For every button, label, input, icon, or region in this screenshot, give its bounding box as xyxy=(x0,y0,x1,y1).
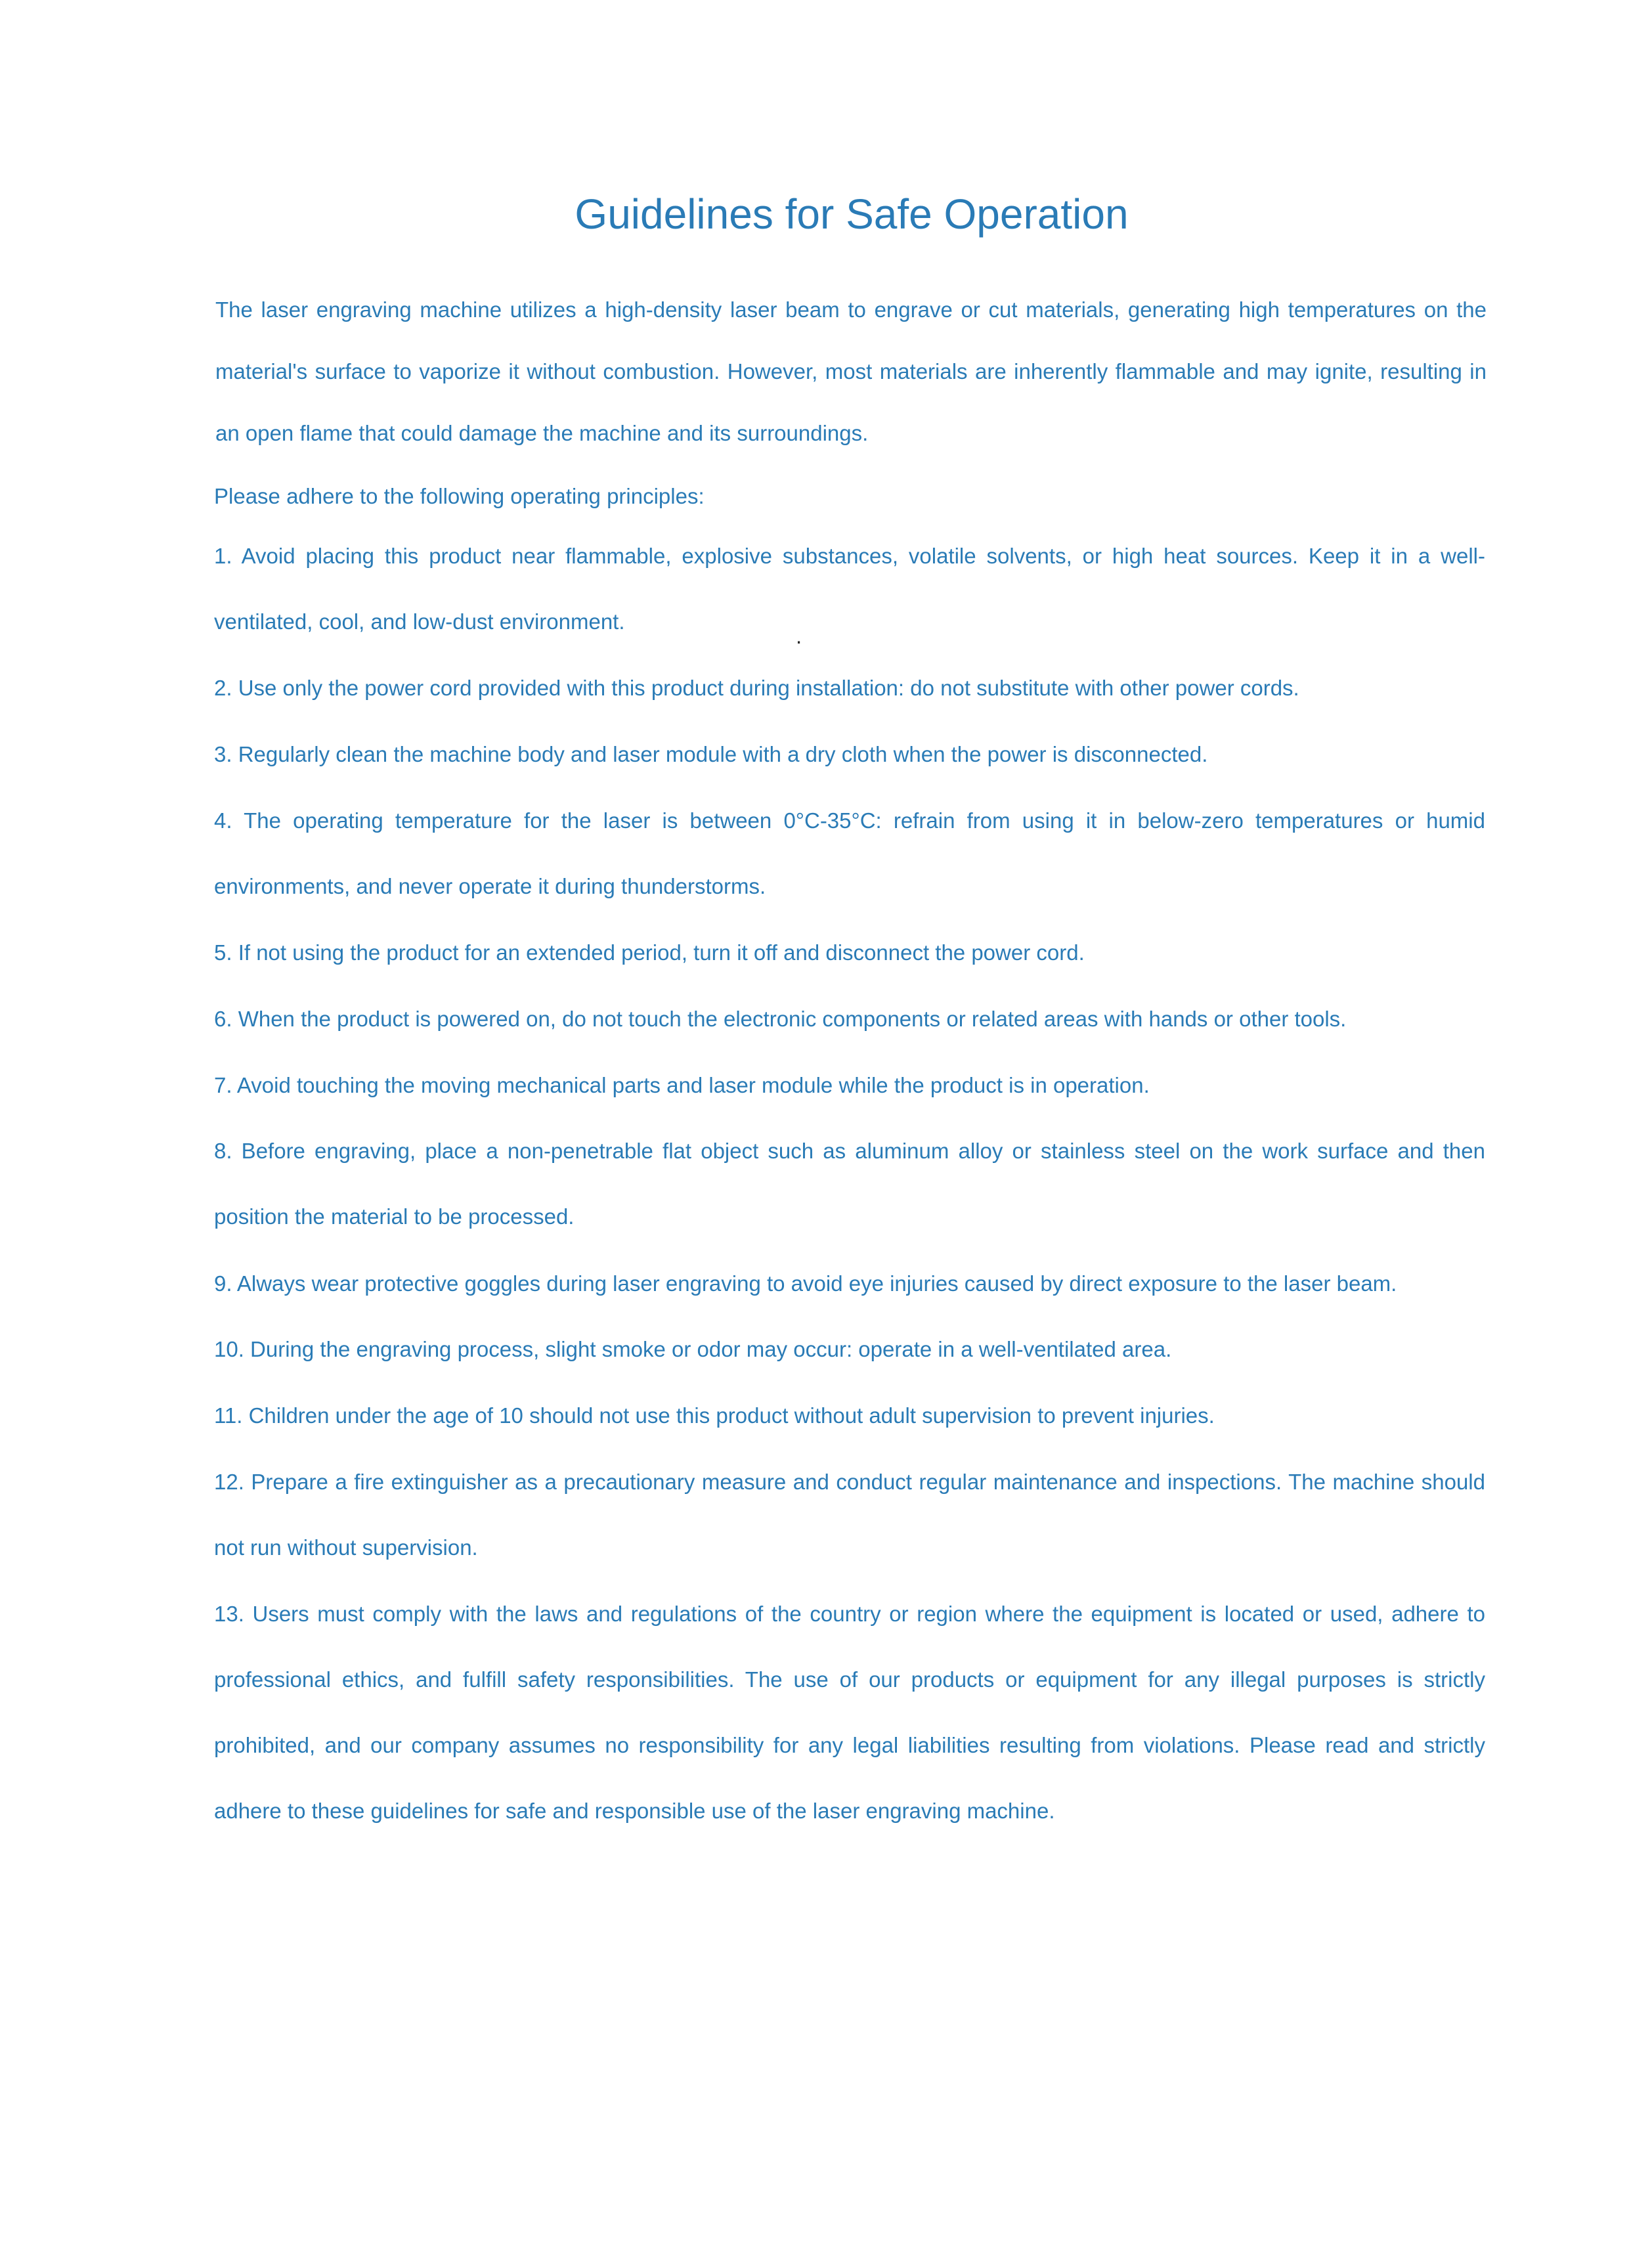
rule-item: 2. Use only the power cord provided with this product during installation: do not substitute with other power cords. xyxy=(214,676,1299,700)
rule-item: 11. Children under the age of 10 should not use this product without adult supervision to prevent injuries. xyxy=(214,1403,1215,1428)
rule-item: 6. When the product is powered on, do not touch the electronic components or related areas with hands or other tools. xyxy=(214,1007,1347,1031)
rule-item: 3. Regularly clean the machine body and laser module with a dry cloth when the power is disconnected. xyxy=(214,742,1208,766)
rule-item: 8. Before engraving, place a non-penetrable flat object such as aluminum alloy or stainless steel on the work surface and then position the material to be processed. xyxy=(214,1139,1485,1229)
stray-period-mark: . xyxy=(796,624,802,648)
principles-lead: Please adhere to the following operating principles: xyxy=(214,484,705,508)
rule-item: 10. During the engraving process, slight smoke or odor may occur: operate in a well-ventilated area. xyxy=(214,1337,1172,1361)
rule-item: 7. Avoid touching the moving mechanical parts and laser module while the product is in operation. xyxy=(214,1073,1150,1097)
rule-item: 13. Users must comply with the laws and regulations of the country or region where the equipment is located or used, adhere to professional ethics, and fulfill safety responsibilities. The use of our products or equipment for any illegal purposes is strictly prohibited, and our company assumes no responsibility for any legal liabilities resulting from violations. Please read and strictly adhere to these guidelines for safe and responsible use of the laser engraving machine. xyxy=(214,1602,1485,1823)
page-title: Guidelines for Safe Operation xyxy=(575,190,1129,238)
rule-item: 4. The operating temperature for the laser is between 0°C-35°C: refrain from using it in below-zero temperatures or humid environments, and never operate it during thunderstorms. xyxy=(214,808,1485,898)
rule-item: 12. Prepare a fire extinguisher as a precautionary measure and conduct regular maintenance and inspections. The machine should not run without supervision. xyxy=(214,1470,1485,1560)
rule-item: 1. Avoid placing this product near flammable, explosive substances, volatile solvents, or high heat sources. Keep it in a well-ventilated, cool, and low-dust environment. xyxy=(214,544,1485,634)
rule-item: 9. Always wear protective goggles during laser engraving to avoid eye injuries caused by direct exposure to the laser beam. xyxy=(214,1271,1397,1296)
rule-item: 5. If not using the product for an extended period, turn it off and disconnect the power cord. xyxy=(214,940,1085,965)
intro-paragraph: The laser engraving machine utilizes a high-density laser beam to engrave or cut materials, generating high temperatures on the material's surface to vaporize it without combustion. However, most materials are inherently flammable and may ignite, resulting in an open flame that could damage the machine and its surroundings. xyxy=(215,297,1487,445)
